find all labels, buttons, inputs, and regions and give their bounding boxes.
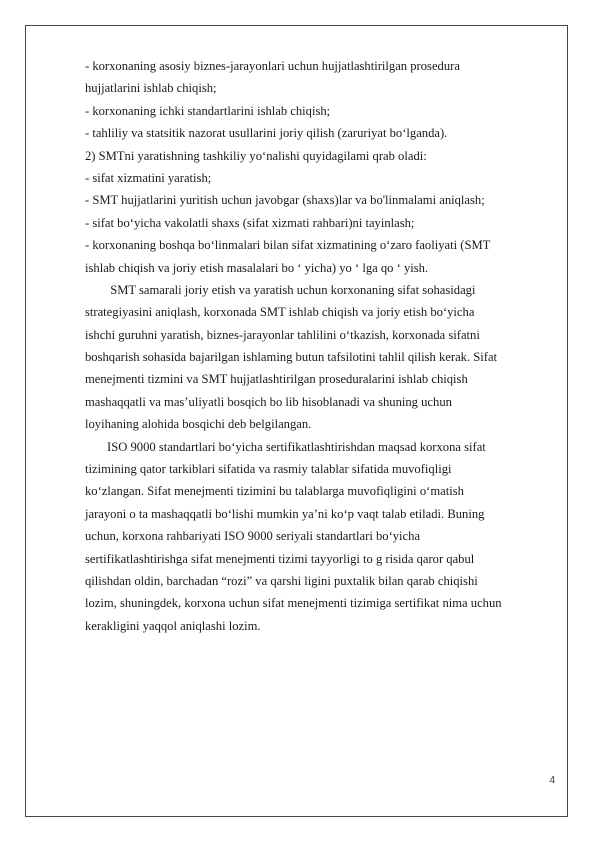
text-line: boshqarish sohasida bajarilgan ishlaming butun tafsilotini tahlil qilish kerak. Sifat <box>85 350 498 365</box>
text-line: hujjatlarini ishlab chiqish; <box>85 81 217 96</box>
text-line: lozim, shuningdek, korxona uchun sifat menejmenti tizimiga sertifikat nima uchun <box>85 596 502 611</box>
text-line: - tahliliy va statsitik nazorat usullarini joriy qilish (zaruriyat bo‘lganda). <box>85 126 448 141</box>
page-number: 4 <box>549 775 555 786</box>
text-line: - sifat xizmatini yaratish; <box>85 170 212 185</box>
text-line: ISO 9000 standartlari bo‘yicha sertifikatlashtirishdan maqsad korxona sifat <box>85 439 486 454</box>
text-line: - sifat bo‘yicha vakolatli shaxs (sifat xizmati rahbari)ni tayinlash; <box>85 215 415 230</box>
text-line: strategiyasini aniqlash, korxonada SMT ishlab chiqish va joriy etish bo‘yicha <box>85 305 475 320</box>
text-line: loyihaning alohida bosqichi deb belgilangan. <box>85 417 312 432</box>
document-body <box>85 55 551 637</box>
text-line: kerakligini yaqqol aniqlashi lozim. <box>85 618 261 633</box>
text-line: ko‘zlangan. Sifat menejmenti tizimini bu talablarga muvofiqligini o‘matish <box>85 484 464 499</box>
text-line: - korxonaning asosiy biznes-jarayonlari uchun hujjatlashtirilgan prosedura <box>85 59 460 73</box>
text-line: jarayoni o ta mashaqqatli bo‘lishi mumkin ya’ni ko‘p vaqt talab etiladi. Buning <box>85 506 485 521</box>
text-line: ishlab chiqish va joriy etish masalalari bo ‘ yicha) yo ‘ lga qo ‘ yish. <box>85 260 429 275</box>
text-line: qilishdan oldin, barchadan “rozi” va qarshi ligini puxtalik bilan qarab chiqishi <box>85 573 478 588</box>
text-line: - korxonaning boshqa bo‘linmalari bilan sifat xizmatining o‘zaro faoliyati (SMT <box>85 238 491 253</box>
text-line: mashaqqatli va mas’uliyatli bosqich bo lib hisoblanadi va shuning uchun <box>85 394 452 409</box>
text-line: 2) SMTni yaratishning tashkiliy yo‘nalishi quyidagilami qrab oladi: <box>85 148 427 163</box>
text-line: uchun, korxona rahbariyati ISO 9000 seriyali standartlari bo‘yicha <box>85 529 421 544</box>
text-line: sertifikatlashtirishga sifat menejmenti tizimi tayyorligi to g risida qaror qabul <box>85 551 475 566</box>
text-line: SMT samarali joriy etish va yaratish uchun korxonaning sifat sohasidagi <box>85 282 476 297</box>
text-line: - SMT hujjatlarini yuritish uchun javobgar (shaxs)lar va bo'linmalami aniqlash; <box>85 193 485 208</box>
text-line: - korxonaning ichki standartlarini ishlab chiqish; <box>85 103 331 118</box>
text-line: menejmenti tizmini va SMT hujjatlashtirilgan proseduralarini ishlab chiqish <box>85 372 468 387</box>
text-line: ishchi guruhni yaratish, biznes-jarayonlar tahlilini o‘tkazish, korxonada sifatni <box>85 327 480 342</box>
text-line: tizimining qator tarkiblari sifatida va rasmiy talablar sifatida muvofiqligi <box>85 462 452 477</box>
